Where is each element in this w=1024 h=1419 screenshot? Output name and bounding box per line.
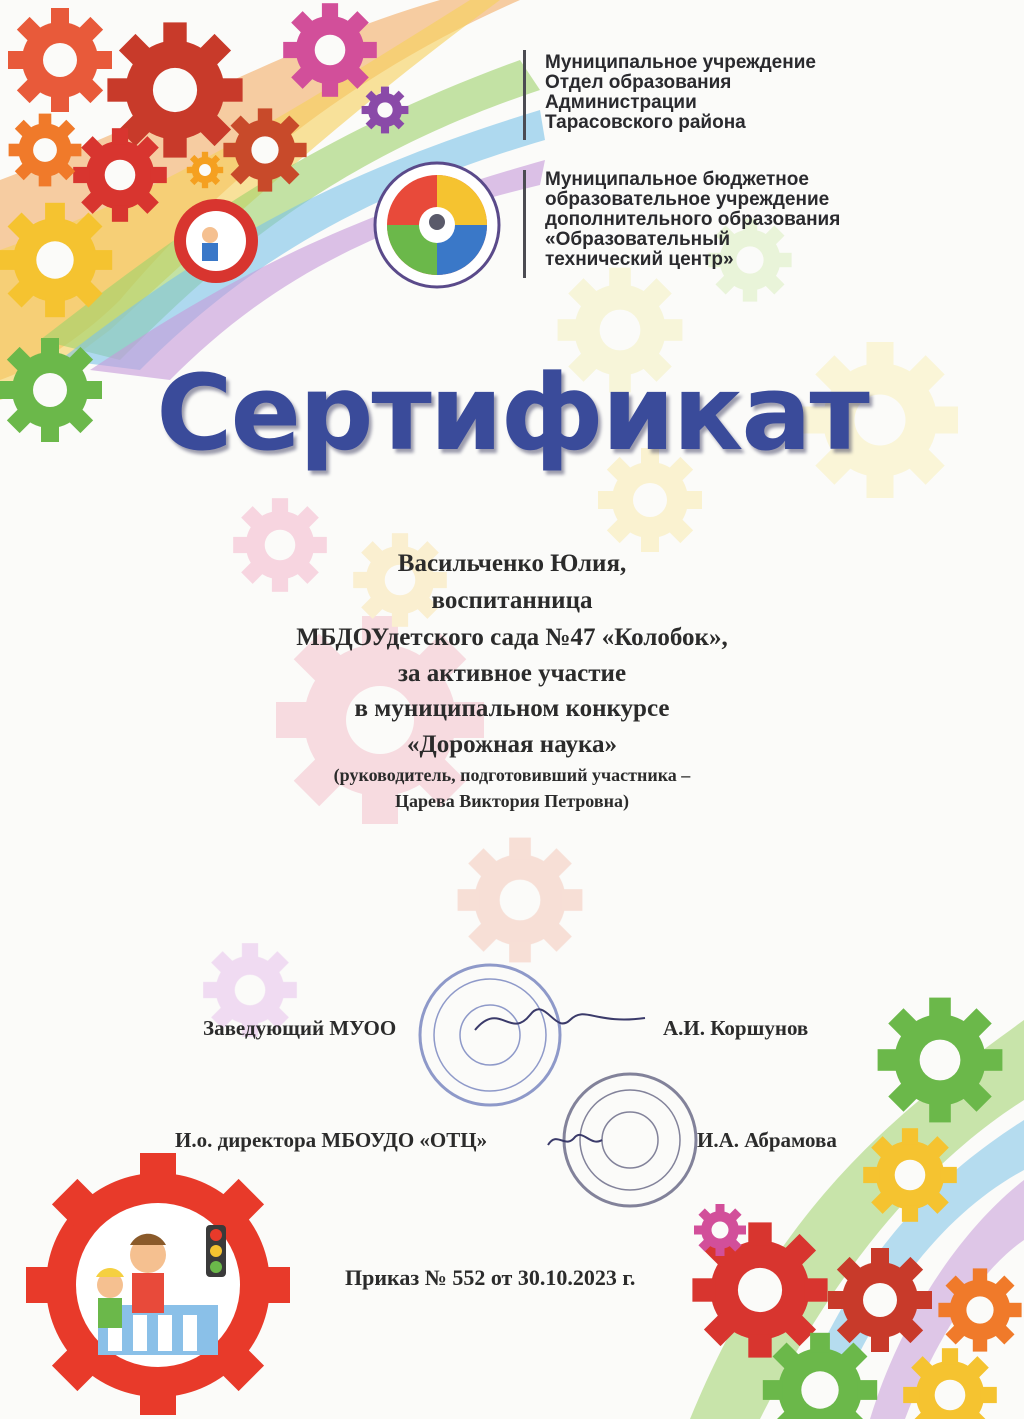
signature-position-2: И.о. директора МБОУДО «ОТЦ» [175,1128,488,1152]
recipient-line: МБДОУдетского сада №47 «Колобок», [296,624,728,651]
signature-abramova [545,1125,605,1155]
header-org2-line: «Образовательный [545,229,731,250]
signature-position-1: Заведующий МУОО [203,1016,397,1040]
otc-logo [372,160,502,290]
contest-emblem [18,1150,298,1415]
certificate-title: Сертификат [156,352,868,474]
header-divider-1 [523,50,526,140]
signature-name-2: И.А. Абрамова [697,1128,837,1152]
header-org1-line: Администрации [545,92,697,113]
header-org1-line: Отдел образования [545,72,732,93]
recipient-line: «Дорожная наука» [407,731,617,758]
order-line: Приказ № 552 от 30.10.2023 г. [345,1265,636,1290]
note-line: (руководитель, подготовивший участника – [333,765,691,785]
header-org2-line: Муниципальное бюджетное [545,169,809,190]
signature-name-1: А.И. Коршунов [663,1016,809,1040]
header-org2-line: образовательное учреждение [545,189,830,210]
header-org2 [545,170,840,270]
header-org1-line: Тарасовского района [545,112,746,133]
note-line: Царева Виктория Петровна) [395,791,629,811]
recipient-line: за активное участие [397,660,627,687]
small-emblem [170,195,262,287]
header-divider-2 [523,170,526,278]
recipient-line: в муниципальном конкурсе [354,695,670,722]
header-org2-line: технический центр» [545,249,734,270]
signature-korshunov [470,990,650,1050]
header-org1-line: Муниципальное учреждение [545,52,816,73]
header-org1 [545,53,816,133]
header-org2-line: дополнительного образования [545,209,841,230]
recipient-line: воспитанница [431,587,593,614]
recipient-line: Васильченко Юлия, [397,550,627,577]
